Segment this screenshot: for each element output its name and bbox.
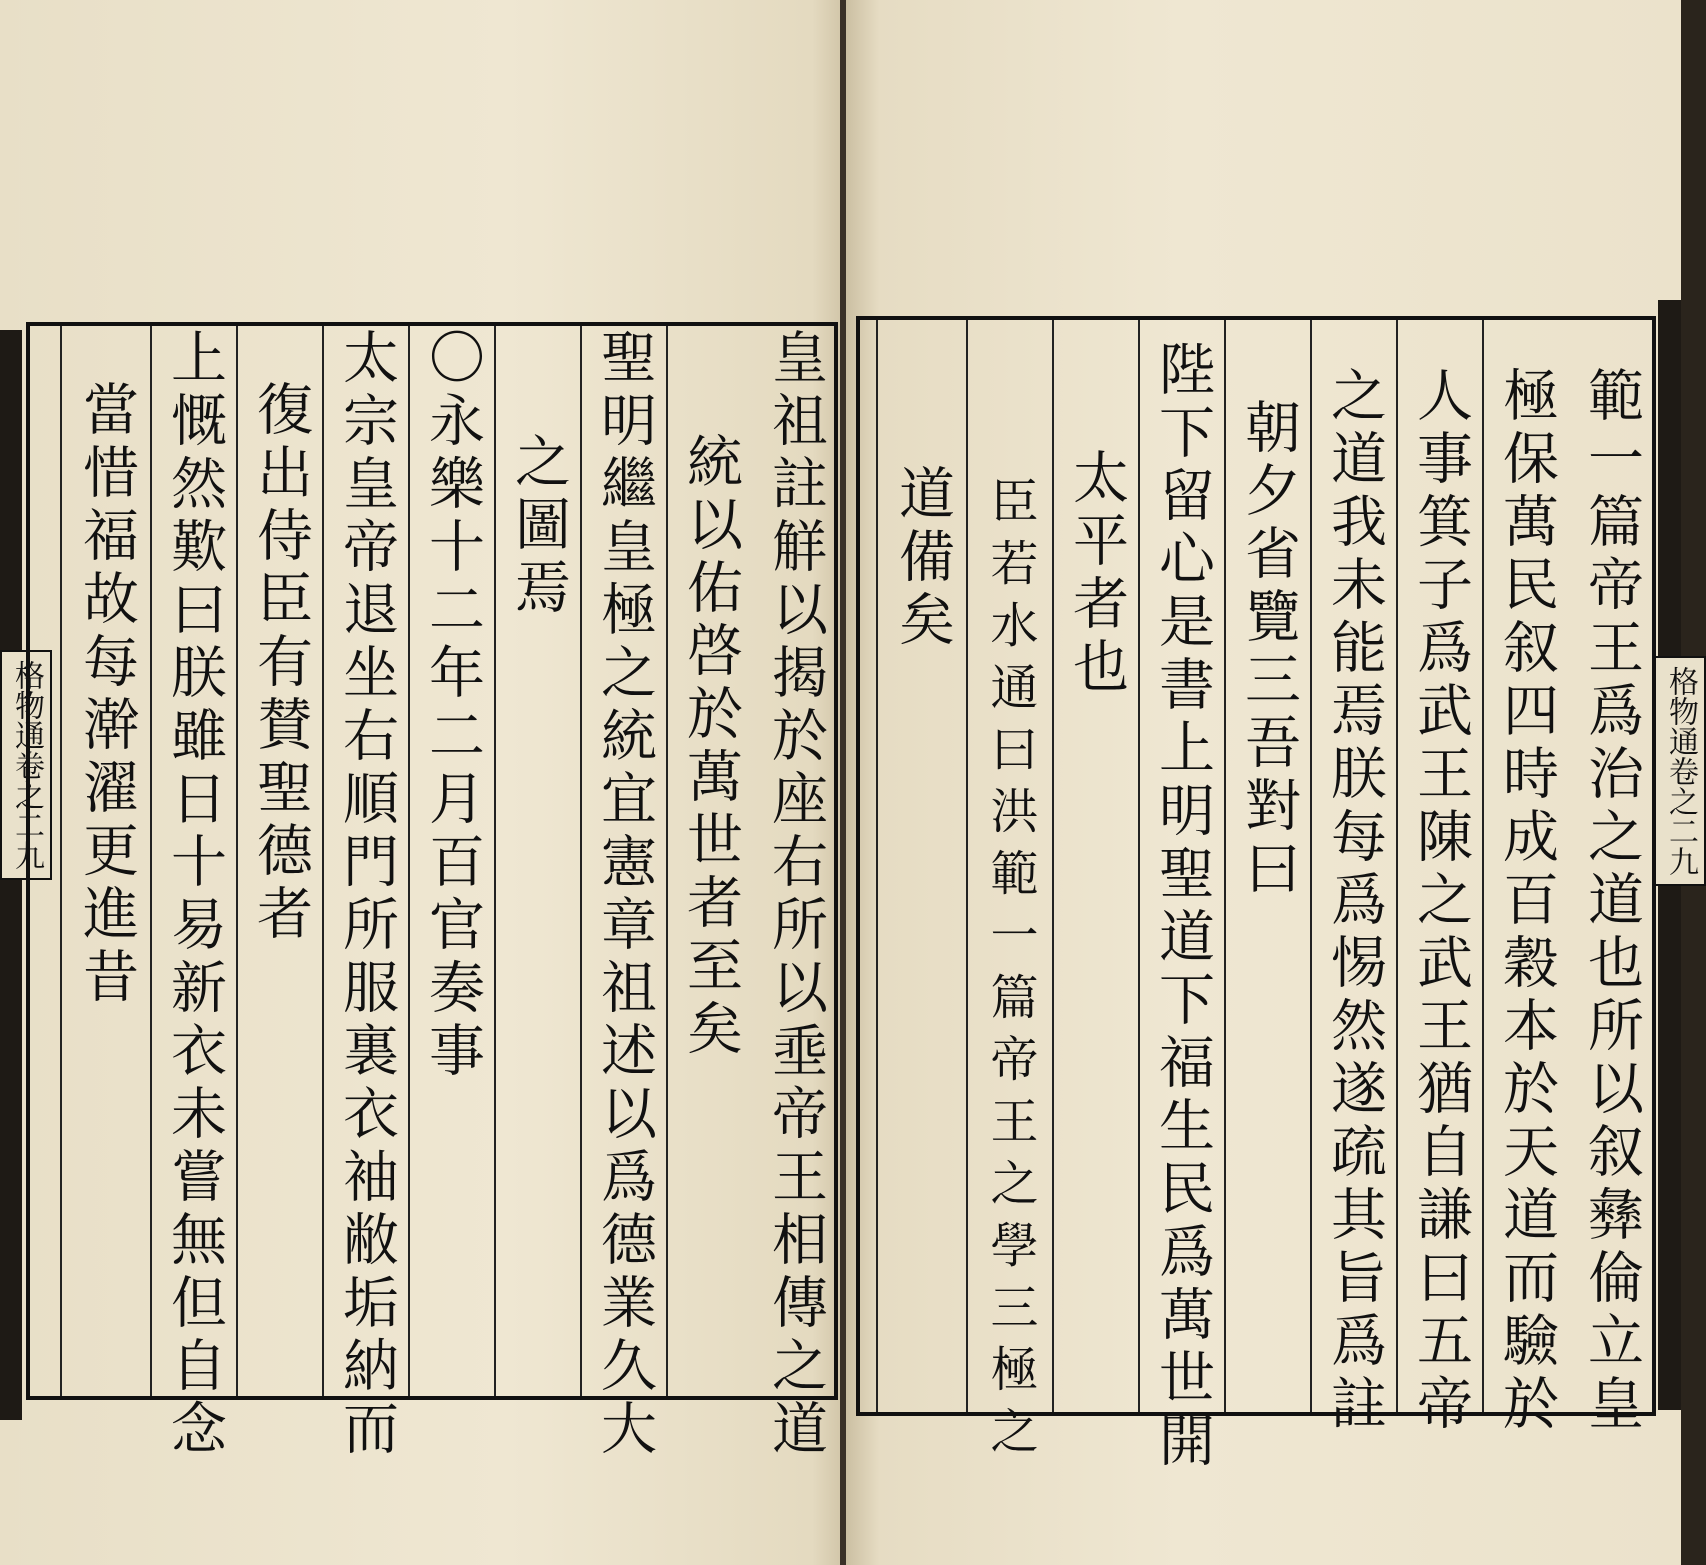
left-column-2: 統以佑啓於萬世者至矣 (666, 326, 752, 1396)
left-column-7: 復出侍臣有賛聖德者 (236, 326, 322, 1396)
right-fold-label: 格物通卷之二九 (1654, 656, 1706, 886)
right-column-7: 太平者也 (1052, 320, 1138, 1412)
left-page (0, 0, 846, 1565)
left-column-3: 聖明繼皇極之統宜憲章祖述以爲德業久大 (580, 326, 666, 1396)
left-fold-label: 格物通卷之二九 (0, 650, 52, 880)
left-column-4: 之圖焉 (494, 326, 580, 1396)
right-column-4: 之道我未能焉朕每爲惕然遂疏其旨爲註 (1310, 320, 1396, 1412)
left-column-6: 太宗皇帝退坐右順門所服裏衣袖敝垢納而 (322, 326, 408, 1396)
right-column-5: 朝夕省覽三吾對曰 (1224, 320, 1310, 1412)
right-column-8: 臣若水通曰洪範一篇帝王之學三極之 (966, 320, 1052, 1412)
right-column-3: 人事箕子爲武王陳之武王猶自謙曰五帝 (1396, 320, 1482, 1412)
right-column-2: 極保萬民叙四時成百穀本於天道而驗於 (1482, 320, 1568, 1412)
right-column-9: 道備矣 (876, 320, 966, 1412)
right-page (846, 0, 1698, 1565)
right-column-1: 範一篇帝王爲治之道也所以叙彝倫立皇 (1579, 366, 1644, 1437)
left-column-1: 皇祖註觧以揭於座右所以埀帝王相傳之道 (763, 328, 828, 1462)
left-column-9: 當惜福故每澣濯更進昔 (60, 326, 150, 1396)
left-column-5: 〇永樂十二年二月百官奏事 (408, 326, 494, 1396)
right-text-frame (856, 316, 1656, 1474)
right-column-6: 陛下留心是書上明聖道下福生民爲萬世開 (1138, 320, 1224, 1412)
left-text-frame (26, 322, 838, 1462)
left-column-8: 上慨然歎曰朕雖日十易新衣未嘗無但自念 (150, 326, 236, 1396)
